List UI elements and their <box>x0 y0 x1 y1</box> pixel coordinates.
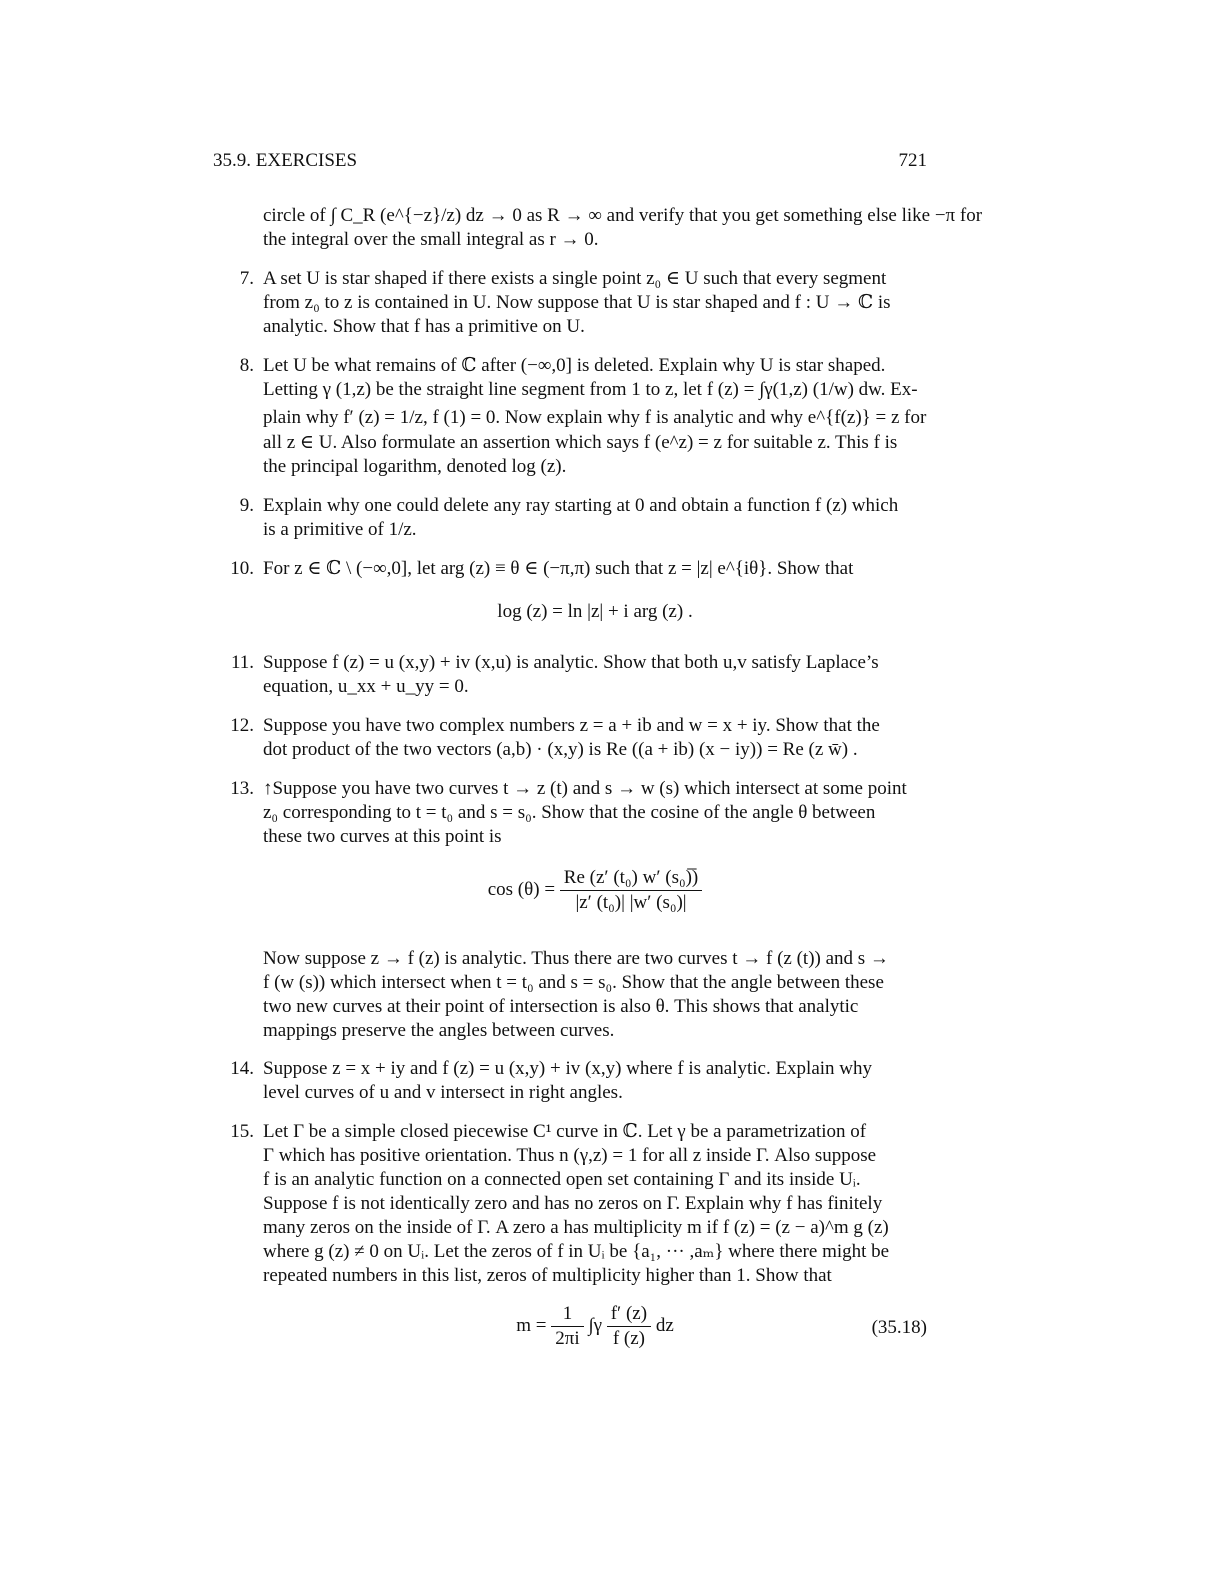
display-equation-m <box>263 1302 927 1351</box>
cos-denominator: |z′ (t₀)| |w′ (s₀)| <box>575 892 687 913</box>
text-line: dot product of the two vectors (a,b) · (x,y) is Re ((a + ib) (x − iy)) = Re (z w̄) . <box>263 739 858 760</box>
running-header-section: 35.9. EXERCISES <box>213 150 358 171</box>
integral-sign: ∫γ <box>588 1314 602 1336</box>
cos-fraction <box>560 866 702 915</box>
m-integrand-fraction <box>607 1302 651 1351</box>
exercise-number: 8. <box>239 355 254 376</box>
text-line: from z₀ to z is contained in U. Now suppose that U is star shaped and f : U → ℂ is <box>263 292 891 313</box>
exercise-number: 12. <box>230 715 254 736</box>
text-line: Explain why one could delete any ray starting at 0 and obtain a function f (z) which <box>263 495 899 516</box>
text-line: is a primitive of 1/z. <box>263 519 417 540</box>
text-line: these two curves at this point is <box>263 826 502 847</box>
text-line: Γ which has positive orientation. Thus n (γ,z) = 1 for all z inside Γ. Also suppose <box>263 1145 877 1166</box>
m-coefficient-numerator: 1 <box>551 1302 583 1327</box>
display-equation-cos <box>263 866 927 915</box>
text-line: Suppose z = x + iy and f (z) = u (x,y) + iv (x,y) where f is analytic. Explain why <box>263 1058 873 1079</box>
text-line: f (w (s)) which intersect when t = t₀ and s = s₀. Show that the angle between these <box>263 972 884 993</box>
exercise-number: 9. <box>239 495 254 516</box>
text-line: For z ∈ ℂ \ (−∞,0], let arg (z) ≡ θ ∈ (−π,π) such that z = |z| e^{iθ}. Show that <box>263 558 854 579</box>
text-line: the integral over the small integral as r → 0. <box>263 229 599 250</box>
text-line: repeated numbers in this list, zeros of multiplicity higher than 1. Show that <box>263 1265 832 1286</box>
text-line: the principal logarithm, denoted log (z). <box>263 456 567 477</box>
text-line: plain why f′ (z) = 1/z, f (1) = 0. Now explain why f is analytic and why e^{f(z)} = z for <box>263 407 927 428</box>
m-integrand-denominator: f (z) <box>612 1328 645 1349</box>
differential-dz: dz <box>655 1314 674 1336</box>
text-line: z₀ corresponding to t = t₀ and s = s₀. Show that the cosine of the angle θ between <box>263 802 876 823</box>
text-line: Let Γ be a simple closed piecewise C¹ curve in ℂ. Let γ be a parametrization of <box>263 1121 867 1142</box>
text-line: A set U is star shaped if there exists a single point z₀ ∈ U such that every segment <box>263 268 887 289</box>
equation-number: (35.18) <box>871 1317 927 1338</box>
text-line: where g (z) ≠ 0 on Uᵢ. Let the zeros of f in Uᵢ be {a₁, ··· ,aₘ} where there might be <box>263 1241 890 1262</box>
text-line: level curves of u and v intersect in right angles. <box>263 1082 623 1103</box>
exercise-number: 13. <box>230 778 254 799</box>
m-coefficient-denominator: 2πi <box>555 1328 580 1349</box>
exercise-number: 7. <box>239 268 254 289</box>
cos-lhs: cos (θ) = <box>487 878 556 900</box>
cos-numerator: Re (z′ (t₀) w′ (s₀)̅) <box>560 866 702 891</box>
exercise-number: 10. <box>230 558 254 579</box>
exercise-number: 15. <box>230 1121 254 1142</box>
text-line: mappings preserve the angles between curves. <box>263 1020 615 1041</box>
text-line: all z ∈ U. Also formulate an assertion which says f (e^z) = z for suitable z. This f is <box>263 432 898 453</box>
m-integrand-numerator: f′ (z) <box>607 1302 651 1327</box>
text-line: f is an analytic function on a connected open set containing Γ and its inside Uᵢ. <box>263 1169 861 1190</box>
text-line: equation, u_xx + u_yy = 0. <box>263 676 469 697</box>
text-line: Let U be what remains of ℂ after (−∞,0] is deleted. Explain why U is star shaped. <box>263 355 886 376</box>
exercise-number: 14. <box>230 1058 254 1079</box>
text-line: ↑Suppose you have two curves t → z (t) and s → w (s) which intersect at some point <box>263 778 907 799</box>
text-line: Suppose f is not identically zero and has no zeros on Γ. Explain why f has finitely <box>263 1193 883 1214</box>
text-line: analytic. Show that f has a primitive on U. <box>263 316 585 337</box>
m-coefficient-fraction <box>551 1302 583 1351</box>
text-line: circle of ∫ C_R (e^{−z}/z) dz → 0 as R → ∞ and verify that you get something else like −π for <box>263 205 983 226</box>
text-line: Letting γ (1,z) be the straight line segment from 1 to z, let f (z) = ∫γ(1,z) (1/w) dw. Ex- <box>263 379 918 400</box>
exercise-number: 11. <box>230 652 254 673</box>
page-number: 721 <box>898 150 927 171</box>
m-lhs: m = <box>516 1314 547 1336</box>
text-line: many zeros on the inside of Γ. A zero a has multiplicity m if f (z) = (z − a)^m g (z) <box>263 1217 889 1238</box>
text-line: Suppose you have two complex numbers z = a + ib and w = x + iy. Show that the <box>263 715 880 736</box>
text-line: Now suppose z → f (z) is analytic. Thus there are two curves t → f (z (t)) and s → <box>263 948 889 969</box>
text-line: Suppose f (z) = u (x,y) + iv (x,u) is analytic. Show that both u,v satisfy Laplace’s <box>263 652 879 673</box>
text-line: two new curves at their point of intersection is also θ. This shows that analytic <box>263 996 859 1017</box>
display-equation-log: log (z) = ln |z| + i arg (z) . <box>497 601 693 622</box>
